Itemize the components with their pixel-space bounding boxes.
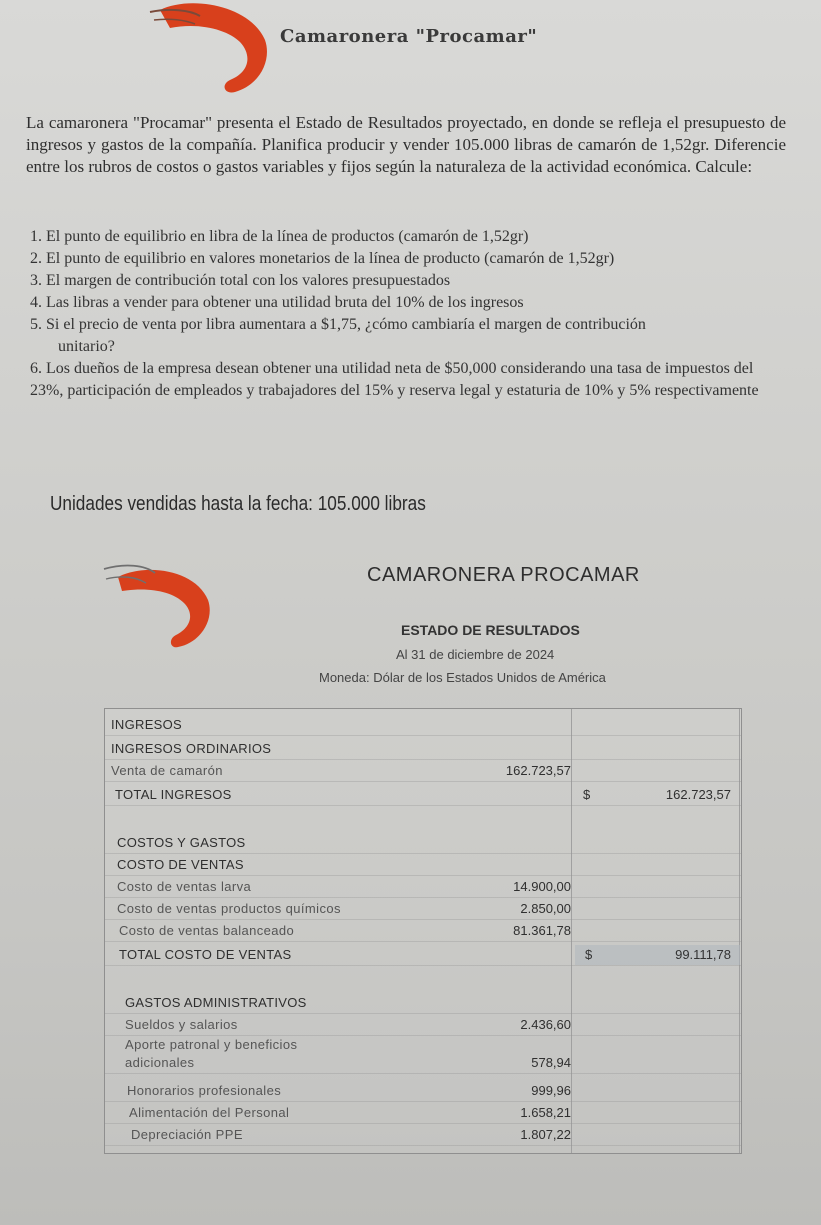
table-row (105, 993, 741, 1014)
question-item: 5. Si el precio de venta por libra aumentara a $1,75, ¿cómo cambiaría el margen de contribución (30, 316, 646, 333)
table-row (105, 715, 741, 736)
row-label: Costo de ventas balanceado (119, 923, 295, 938)
table-row (105, 899, 741, 920)
table-row (105, 1081, 741, 1102)
row-label: COSTO DE VENTAS (117, 857, 244, 872)
row-amount: 81.361,78 (513, 923, 571, 938)
row-label: TOTAL INGRESOS (115, 787, 232, 802)
row-amount: 578,94 (531, 1055, 571, 1070)
intro-paragraph: La camaronera "Procamar" presenta el Estado de Resultados proyectado, en donde se refleja el presupuesto de ingresos y gastos de la compañía. Planifica producir y vender 105.000 libras de camarón de 1,52gr. Diferencie entre los rubros de costos o gastos variables y fijos según la naturaleza de la actividad económica. Calcule: (26, 113, 786, 176)
row-label: INGRESOS ORDINARIOS (111, 741, 272, 756)
row-label: Aporte patronal y beneficios (125, 1037, 298, 1052)
table-row (105, 1053, 741, 1074)
table-row (105, 739, 741, 760)
questions-list (30, 226, 780, 402)
table-row (105, 1103, 741, 1124)
row-total: 162.723,57 (665, 787, 731, 802)
row-label: Venta de camarón (111, 763, 223, 778)
row-label: GASTOS ADMINISTRATIVOS (125, 995, 307, 1010)
row-amount: 2.436,60 (520, 1017, 571, 1032)
row-amount: 999,96 (531, 1083, 571, 1098)
row-label: Honorarios profesionales (127, 1083, 282, 1098)
row-amount: 162.723,57 (505, 763, 571, 778)
currency-symbol: $ (585, 947, 593, 962)
row-amount: 14.900,00 (513, 879, 571, 894)
shrimp-logo-icon (100, 555, 220, 655)
question-item: 3. El margen de contribución total con los valores presupuestados (30, 272, 451, 289)
statement-date: Al 31 de diciembre de 2024 (396, 647, 555, 662)
row-label: Costo de ventas larva (117, 879, 252, 894)
row-total: 99.111,78 (675, 947, 731, 962)
row-label: adicionales (125, 1055, 195, 1070)
table-row (105, 1125, 741, 1146)
table-row (105, 785, 741, 806)
document-title: Camaronera "Procamar" (280, 26, 538, 47)
table-row (105, 833, 741, 854)
units-sold-text: Unidades vendidas hasta la fecha: 105.000 libras (50, 493, 426, 515)
row-label: Alimentación del Personal (129, 1105, 290, 1120)
statement-title: ESTADO DE RESULTADOS (401, 622, 580, 638)
table-row (105, 1015, 741, 1036)
company-name: CAMARONERA PROCAMAR (367, 564, 640, 586)
shrimp-logo-icon (140, 0, 280, 100)
row-amount: 1.658,21 (520, 1105, 571, 1120)
income-statement-table (104, 708, 742, 1154)
row-label: Sueldos y salarios (125, 1017, 238, 1032)
row-amount: 2.850,00 (520, 901, 571, 916)
question-item-continued: unitario? (58, 338, 115, 355)
table-row (105, 921, 741, 942)
currency-symbol: $ (583, 787, 591, 802)
row-label: Depreciación PPE (131, 1127, 243, 1142)
question-item: 1. El punto de equilibrio en libra de la línea de productos (camarón de 1,52gr) (30, 228, 529, 245)
table-row (105, 761, 741, 782)
row-label: COSTOS Y GASTOS (117, 835, 246, 850)
question-item: 6. Los dueños de la empresa desean obtener una utilidad neta de $50,000 considerando una tasa de impuestos del 23%, participación de empleados y trabajadores del 15% y reserva legal y estaturia de 10% y 5% respectivamente (30, 360, 759, 399)
table-row (105, 1035, 741, 1055)
question-item: 4. Las libras a vender para obtener una utilidad bruta del 10% de los ingresos (30, 294, 524, 311)
row-label: Costo de ventas productos químicos (117, 901, 341, 916)
row-label: INGRESOS (111, 717, 183, 732)
statement-currency: Moneda: Dólar de los Estados Unidos de América (319, 670, 606, 685)
row-amount: 1.807,22 (520, 1127, 571, 1142)
row-label: TOTAL COSTO DE VENTAS (119, 947, 292, 962)
table-row (105, 855, 741, 876)
question-item: 2. El punto de equilibrio en valores monetarios de la línea de producto (camarón de 1,52gr) (30, 250, 615, 267)
table-row (105, 877, 741, 898)
table-row (105, 945, 741, 966)
